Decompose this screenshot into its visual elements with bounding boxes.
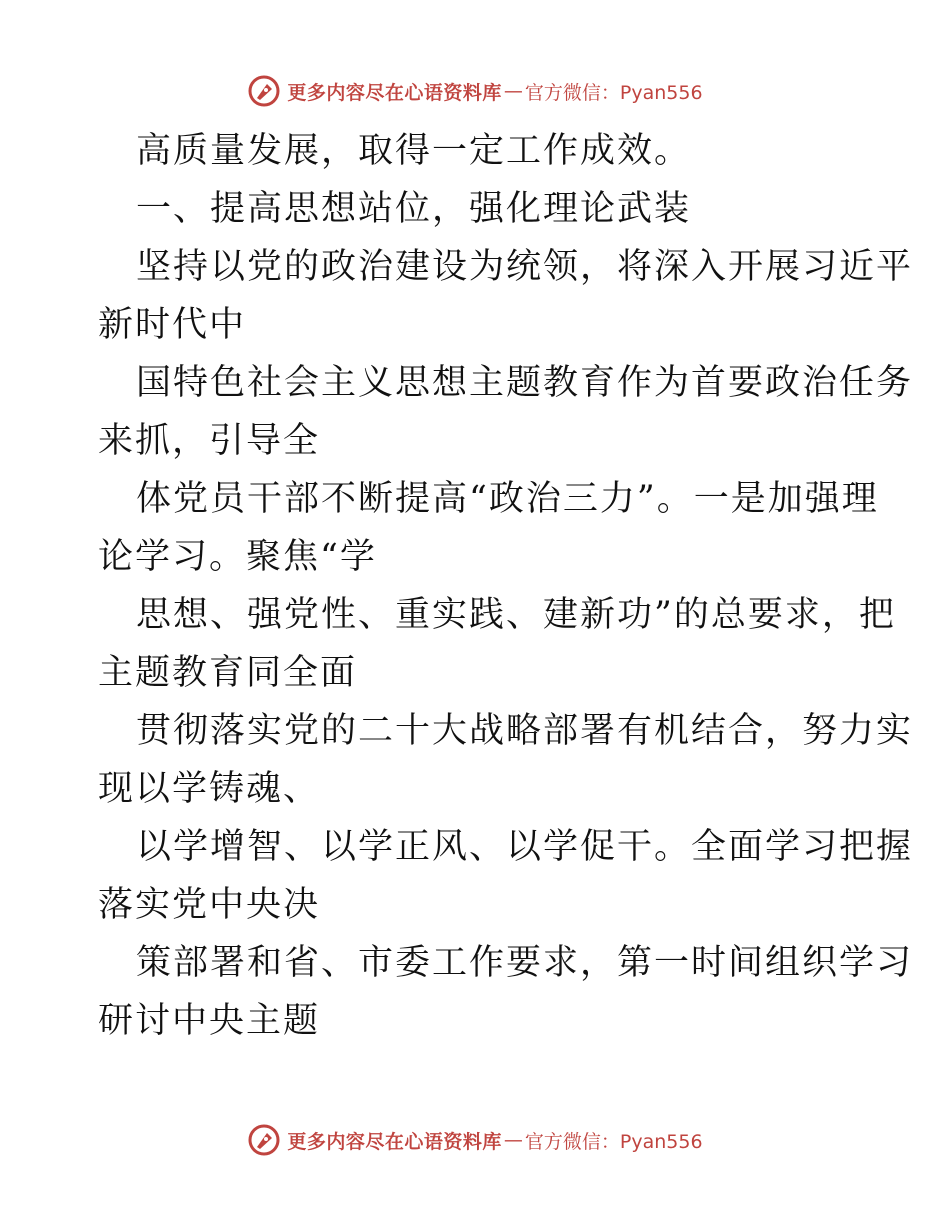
- text-line: 贯彻落实党的二十大战略部署有机结合，努力实: [136, 711, 914, 751]
- pen-nib-circle-icon: [247, 1123, 281, 1157]
- header-watermark: [0, 71, 950, 111]
- watermark-dash: —: [503, 1129, 523, 1151]
- text-line: 研讨中央主题: [98, 1001, 321, 1041]
- text-line: 策部署和省、市委工作要求，第一时间组织学习: [136, 943, 914, 983]
- text-line: 主题教育同全面: [98, 653, 358, 693]
- text-line: 坚持以党的政治建设为统领，将深入开展习近平: [136, 247, 914, 287]
- watermark-contact-text: 官方微信：Pyan556: [524, 1130, 703, 1153]
- pen-nib-circle-icon: [247, 74, 281, 108]
- footer-watermark: [0, 1120, 950, 1160]
- text-line: 论学习。聚焦“学: [98, 537, 377, 577]
- text-line: 现以学铸魂、: [98, 769, 321, 809]
- text-line: 落实党中央决: [98, 885, 321, 925]
- watermark-dash: —: [503, 80, 523, 102]
- text-line: 体党员干部不断提高“政治三力”。一是加强理: [136, 479, 879, 519]
- watermark-brand-text: 更多内容尽在心语资料库: [287, 81, 502, 104]
- text-line: 国特色社会主义思想主题教育作为首要政治任务: [136, 363, 914, 403]
- text-line: 以学增智、以学正风、以学促干。全面学习把握: [136, 827, 914, 867]
- section-heading: 一、提高思想站位，强化理论武装: [136, 189, 692, 229]
- document-body: [98, 122, 914, 1050]
- text-line: 新时代中: [98, 305, 247, 345]
- text-line: 来抓，引导全: [98, 421, 321, 461]
- text-line: 高质量发展，取得一定工作成效。: [136, 131, 692, 171]
- text-line: 思想、强党性、重实践、建新功”的总要求，把: [136, 595, 896, 635]
- watermark-contact-text: 官方微信：Pyan556: [524, 81, 703, 104]
- watermark-brand-text: 更多内容尽在心语资料库: [287, 1130, 502, 1153]
